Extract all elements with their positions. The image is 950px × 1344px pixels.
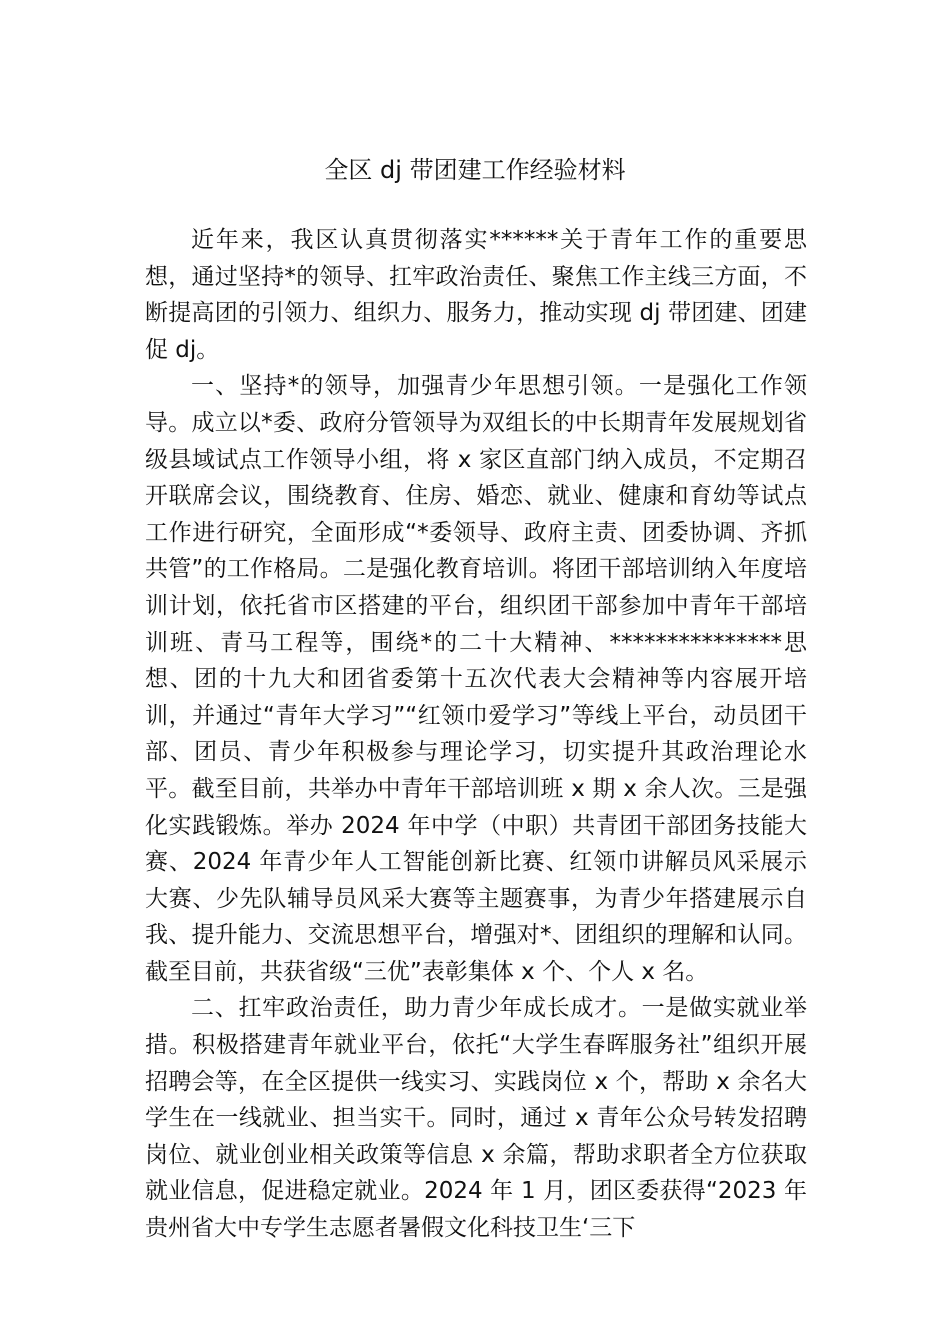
document-title: 全区 dj 带团建工作经验材料 — [324, 156, 626, 184]
paragraph-intro: 近年来，我区认真贯彻落实******关于青年工作的重要思想，通过坚持*的领导、扛牢政治责任、聚焦工作主线三方面，不断提高团的引领力、组织力、服务力，推动实现 dj 带团建、团建促 dj。 — [145, 227, 807, 363]
document-body — [145, 222, 807, 1247]
paragraph-section-1: 一、坚持*的领导，加强青少年思想引领。一是强化工作领导。成立以*委、政府分管领导为双组长的中长期青年发展规划省级县域试点工作领导小组，将 x 家区直部门纳入成员，不定期召开联席会议，围绕教育、住房、婚恋、就业、健康和育幼等试点工作进行研究，全面形成“*委领导、政府主责、团委协调、齐抓共管”的工作格局。二是强化教育培训。将团干部培训纳入年度培训计划，依托省市区搭建的平台，组织团干部参加中青年干部培训班、青马工程等，围绕*的二十大精神、***************思想、团的十九大和团省委第十五次代表大会精神等内容展开培训，并通过“青年大学习”“红领巾爱学习”等线上平台，动员团干部、团员、青少年积极参与理论学习，切实提升其政治理论水平。截至目前，共举办中青年干部培训班 x 期 x 余人次。三是强化实践锻炼。举办 2024 年中学（中职）共青团干部团务技能大赛、2024 年青少年人工智能创新比赛、红领巾讲解员风采展示大赛、少先队辅导员风采大赛等主题赛事，为青少年搭建展示自我、提升能力、交流思想平台，增强对*、团组织的理解和认同。截至目前，共获省级“三优”表彰集体 x 个、个人 x 名。 — [145, 373, 807, 985]
paragraph-section-2: 二、扛牢政治责任，助力青少年成长成才。一是做实就业举措。积极搭建青年就业平台，依托“大学生春晖服务社”组织开展招聘会等，在全区提供一线实习、实践岗位 x 个，帮助 x 余名大学生在一线就业、担当实干。同时，通过 x 青年公众号转发招聘岗位、就业创业相关政策等信息 x 余篇，帮助求职者全方位获取就业信息，促进稳定就业。2024 年 1 月，团区委获得“2023 年贵州省大中专学生志愿者暑假文化科技卫生‘三下 — [145, 995, 807, 1242]
